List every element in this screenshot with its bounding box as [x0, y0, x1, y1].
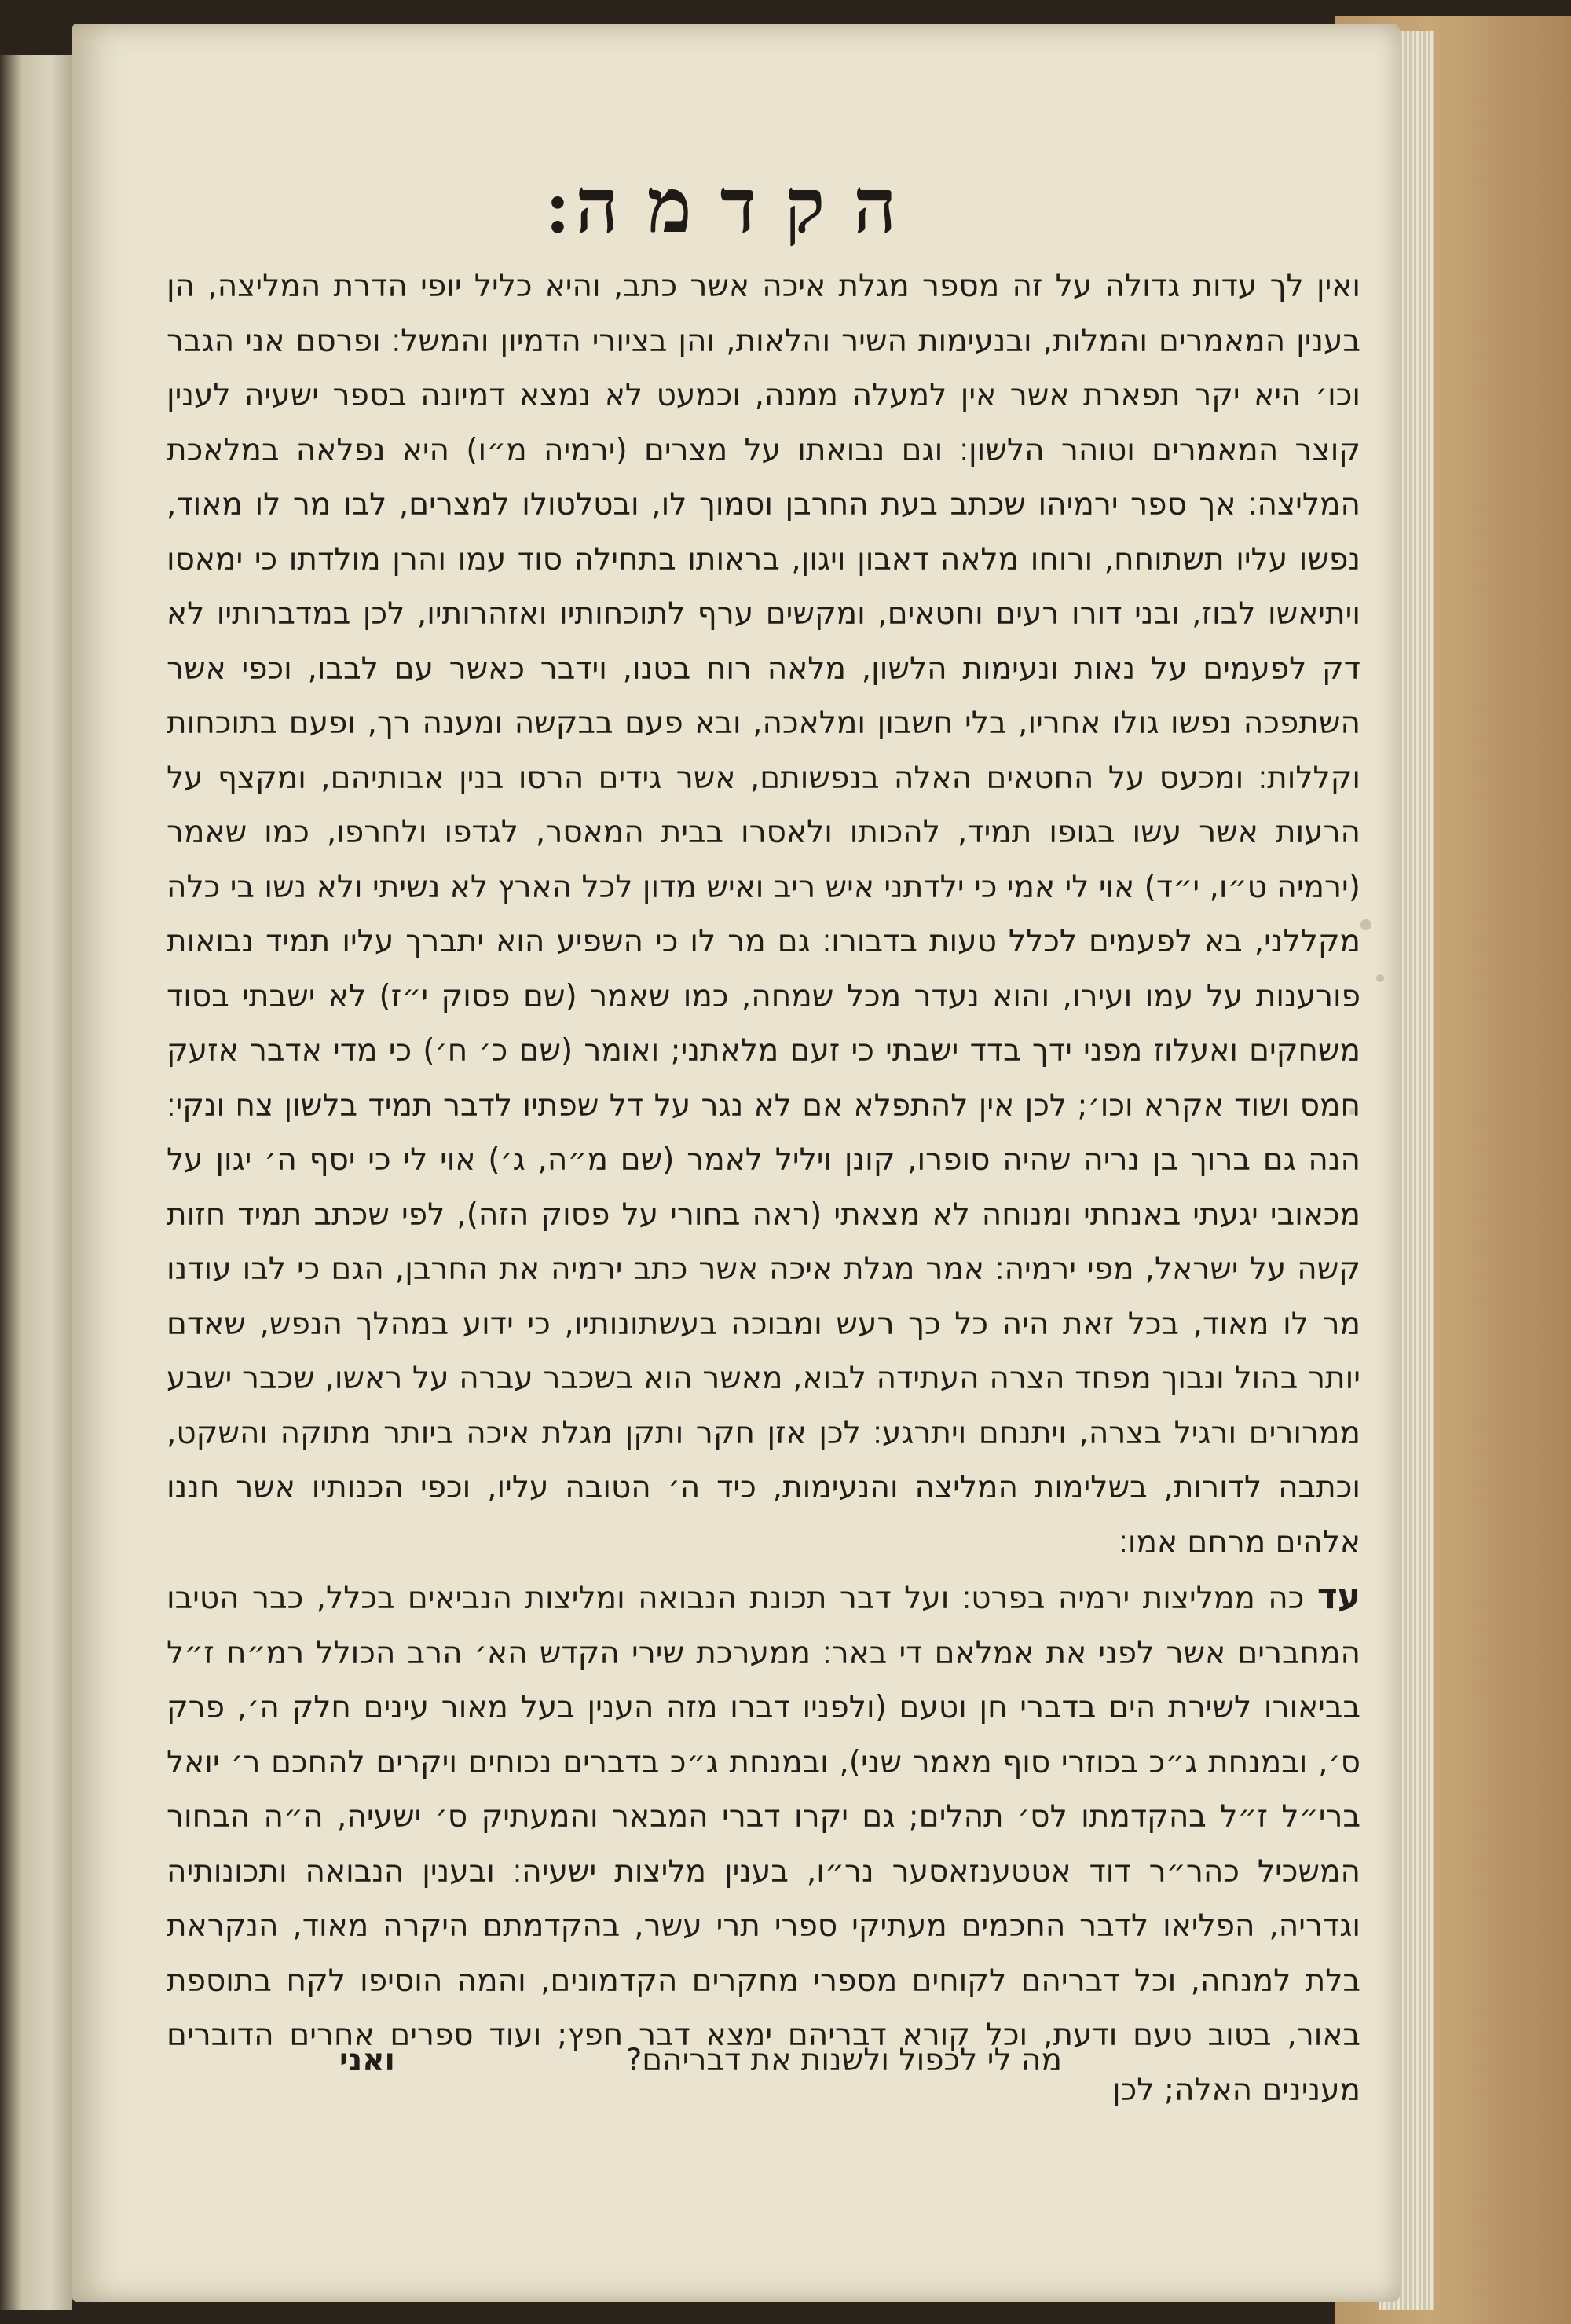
paragraph-2-text: כה ממליצות ירמיה בפרט׃ ועל דבר תכונת הנבואה ומליצות הנביאים בכלל, כבר הטיבו המחברים אשר לפני את אמלאם די באר׃ ממערכת שירי הקדש הא׳ הרב הכולל רמ״ח ז״ל בביאורו לשירת הים בדברי חן וטעם (ולפניו דברו מזה הענין בעל מאור עינים חלק ה׳, פרק ס׳, ובמנחת ג״כ בכוזרי סוף מאמר שני), ובמנחת ג״כ בדברים נכוחים ויקרים להחכם ר׳ יואל ברי״ל ז״ל בהקדמתו לס׳ תהלים; גם יקרו דברי המבאר והמעתיק ס׳ ישעיה, ה״ה הבחור המשכיל כהר״ר דוד אטטענזאסער נר״ו, בענין מליצות ישעיה׃ ובענין הנבואה ותכונותיה וגדריה, הפליאו לדבר החכמים מעתיקי ספרי תרי עשר, בהקדמתם היקרה מאוד, הנקראת בלת למנחה, וכל דבריהם לקוחים מספרי מחקרים הקדמונים, והמה הוסיפו לקח בתוספת באור, בטוב טעם ודעת, וכל קורא דבריהם ימצא דבר חפץ; ועוד ספרים אחרים הדוברים מענינים האלה; לכן — [167, 1581, 1360, 2108]
foxing-spot — [1349, 1108, 1356, 1115]
last-line-row — [167, 2043, 1360, 2098]
foxing-spot — [1360, 919, 1371, 930]
foxing-spot — [1376, 974, 1384, 982]
paragraph-2 — [167, 1570, 1360, 2117]
page-heading: הקדמה׃ — [547, 161, 925, 250]
paragraph-1: ואין לך עדות גדולה על זה מספר מגלת איכה אשר כתב, והיא כליל יופי הדרת המליצה, הן בענין המאמרים והמלות, ובנעימות השיר והלאות, והן בציורי הדמיון והמשל׃ ופרסם אני הגבר וכו׳ היא יקר תפארת אשר אין למעלה ממנה, וכמעט לא נמצא דמיונה בספר ישעיה לענין קוצר המאמרים וטוהר הלשון׃ וגם נבואתו על מצרים (ירמיה מ״ו) היא נפלאה במלאכת המליצה׃ אך ספר ירמיהו שכתב בעת החרבן וסמוך לו, ובטלטולו למצרים, לבו מר לו מאוד, נפשו עליו תשתוחח, ורוחו מלאה דאבון ויגון, בראותו בתחילה סוד עמו והרן מולדתו כי ימאסו ויתיאשו לבוז, ובני דורו רעים וחטאים, ומקשים ערף לתוכחותיו ואזהרותיו, לכן במדברותיו לא דק לפעמים על נאות ונעימות הלשון, מלאה רוח בטנו, וידבר כאשר עם לבבו, וכפי אשר השתפכה נפשו גולו אחריו, בלי חשבון ומלאכה, ובא פעם בבקשה ומענה רך, ופעם בתוכחות וקללות׃ ומכעס על החטאים האלה בנפשותם, אשר גידים הרסו בנין אבותיהם, ומקצף על הרעות אשר עשו בגופו תמיד, להכותו ולאסרו בבית המאסר, לגדפו ולחרפו, כמו שאמר (ירמיה ט״ו, י״ד) אוי לי אמי כי ילדתני איש ריב ואיש מדון לכל הארץ לא נשיתי ולא נשו בי כלה מקללני, בא לפעמים לכלל טעות בדבורו׃ גם מר לו כי השפיע הוא יתברך עליו תמיד נבואות פורענות על עמו ועירו, והוא נעדר מכל שמחה, כמו שאמר (שם פסוק י״ז) לא ישבתי בסוד משחקים ואעלוז מפני ידך בדד ישבתי כי זעם מלאתני; ואומר (שם כ׳ ח׳) כי מדי אדבר אזעק חמס ושוד אקרא וכו׳; לכן אין להתפלא אם לא נגר על דל שפתיו לדבר תמיד בלשון צח ונקי׃ הנה גם ברוך בן נריה שהיה סופרו, קונן ויליל לאמר (שם מ״ה, ג׳) אוי לי כי יסף ה׳ יגון על מכאובי יגעתי באנחתי ומנוחה לא מצאתי (ראה בחורי על פסוק הזה), לפי שכתב תמיד חזות קשה על ישראל, מפי ירמיה׃ אמר מגלת איכה אשר כתב ירמיה את החרבן, הגם כי לבו עודנו מר לו מאוד, בכל זאת היה כל כך רעש ומבוכה בעשתונותיו, כי ידוע במהלך הנפש, שאדם יותר בהול ונבוך מפחד הצרה העתידה לבוא, מאשר הוא בשכבר עברה על ראשו, שכבר ישבע ממרורים ורגיל בצרה, ויתנחם ויתרגע׃ לכן אזן חקר ותקן מגלת איכה ביותר מתוקה והשקט, וכתבה לדורות, בשלימות המליצה והנעימות, כיד ה׳ הטובה עליו, וכפי הכנותיו אשר חננו אלהים מרחם אמו׃ — [167, 269, 1360, 1560]
catchword: ואני — [339, 2043, 395, 2078]
page-body — [167, 259, 1360, 2117]
paragraph-lead-word: עד — [1316, 1577, 1360, 1617]
previous-page-edge — [0, 55, 72, 2310]
book-page — [72, 24, 1400, 2302]
last-line: מה לי לכפול ולשנות את דבריהם? — [625, 2043, 1062, 2078]
